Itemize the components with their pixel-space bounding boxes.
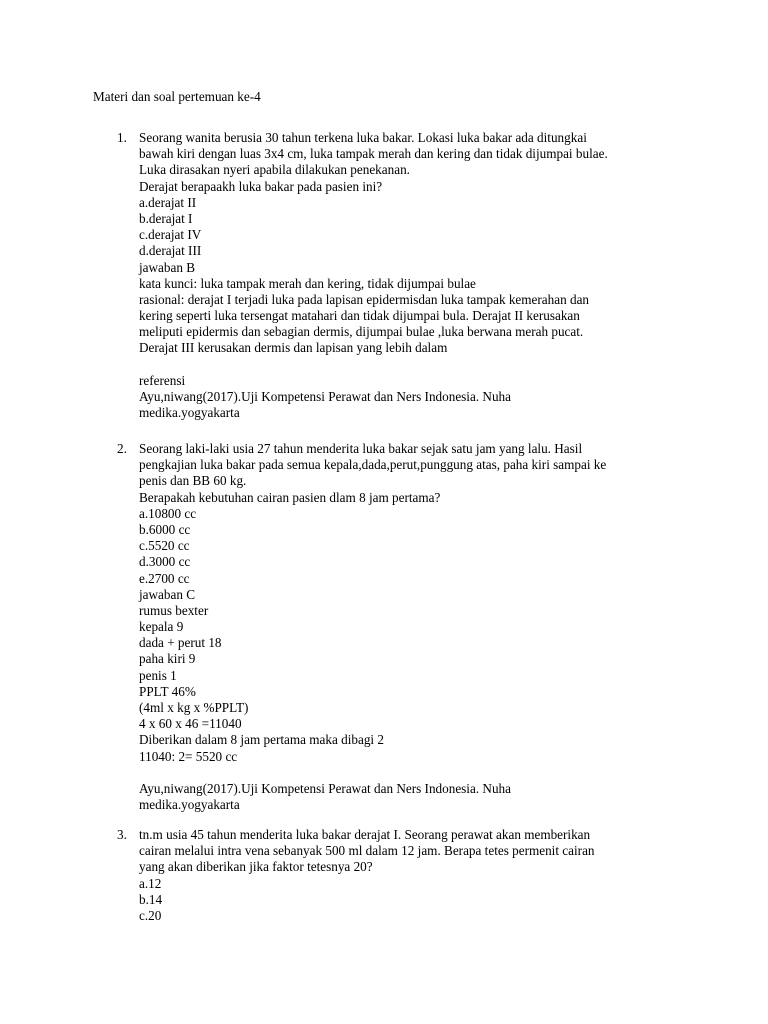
text-line: c.20 (139, 907, 162, 923)
text-line: Seorang laki-laki usia 27 tahun menderita luka bakar sejak satu jam yang lalu. Hasil (139, 441, 583, 456)
question-number: 1. (117, 130, 127, 145)
text-line: kepala 9 (139, 619, 184, 635)
text-line: yang akan diberikan jika faktor tetesnya 20? (139, 859, 373, 875)
document-title: Materi dan soal pertemuan ke-4 (93, 89, 261, 104)
text-line: Seorang wanita berusia 30 tahun terkena luka bakar. Lokasi luka bakar ada ditungkai (139, 130, 587, 145)
text-line: Derajat berapaakh luka bakar pada pasien ini? (139, 178, 383, 194)
text-line: kering seperti luka tersengat matahari dan tidak dijumpai bula. Derajat II kerusakan (139, 308, 580, 324)
text-line: dada + perut 18 (139, 635, 222, 651)
text-line: b.6000 cc (139, 521, 191, 537)
text-line: kata kunci: luka tampak merah dan kering, tidak dijumpai bulae (139, 275, 476, 291)
text-line: Ayu,niwang(2017).Uji Kompetensi Perawat dan Ners Indonesia. Nuha (139, 780, 511, 796)
text-line: c.derajat IV (139, 227, 202, 243)
text-line: a.10800 cc (139, 505, 197, 521)
text-line: a.derajat II (139, 194, 197, 210)
text-line: b.derajat I (139, 210, 193, 226)
question-body (139, 130, 689, 421)
text-line: Berapakah kebutuhan cairan pasien dlam 8 jam pertama? (139, 489, 441, 505)
text-line: e.2700 cc (139, 570, 190, 586)
text-line: d.derajat III (139, 243, 202, 259)
text-line: paha kiri 9 (139, 651, 196, 667)
text-line: Luka dirasakan nyeri apabila dilakukan penekanan. (139, 162, 410, 178)
text-line: 4 x 60 x 46 =11040 (139, 716, 242, 732)
blank-line (139, 357, 689, 373)
text-line: pengkajian luka bakar pada semua kepala,dada,perut,punggung atas, paha kiri sampai ke (139, 457, 607, 473)
text-line: penis dan BB 60 kg. (139, 473, 247, 489)
text-line: Diberikan dalam 8 jam pertama maka dibagi 2 (139, 732, 384, 748)
text-line: meliputi epidermis dan sebagian dermis, dijumpai bulae ,luka berwana merah pucat. (139, 324, 584, 340)
text-line: c.5520 cc (139, 538, 190, 554)
text-line: (4ml x kg x %PPLT) (139, 700, 249, 715)
question-body (139, 827, 689, 924)
text-line: d.3000 cc (139, 554, 191, 570)
text-line: jawaban C (139, 586, 196, 602)
text-line: medika.yogyakarta (139, 797, 240, 813)
text-line: medika.yogyakarta (139, 405, 240, 421)
text-line: Derajat III kerusakan dermis dan lapisan yang lebih dalam (139, 340, 448, 356)
text-line: Ayu,niwang(2017).Uji Kompetensi Perawat dan Ners Indonesia. Nuha (139, 389, 511, 404)
text-line: rumus bexter (139, 602, 209, 618)
text-line: penis 1 (139, 667, 177, 683)
text-line: rasional: derajat I terjadi luka pada lapisan epidermisdan luka tampak kemerahan dan (139, 291, 590, 307)
question-number: 2. (117, 441, 127, 456)
text-line: bawah kiri dengan luas 3x4 cm, luka tampak merah dan kering dan tidak dijumpai bulae. (139, 146, 608, 162)
text-line: jawaban B (139, 259, 196, 275)
text-line: a.12 (139, 875, 162, 891)
text-line: referensi (139, 372, 186, 388)
text-line: PPLT 46% (139, 683, 196, 699)
question-body (139, 441, 689, 813)
text-line: 11040: 2= 5520 cc (139, 748, 238, 764)
text-line: cairan melalui intra vena sebanyak 500 ml dalam 12 jam. Berapa tetes permenit cairan (139, 843, 595, 859)
text-line: tn.m usia 45 tahun menderita luka bakar derajat I. Seorang perawat akan memberikan (139, 827, 591, 842)
text-line: b.14 (139, 891, 163, 907)
blank-line (139, 765, 689, 781)
question-number: 3. (117, 827, 127, 842)
